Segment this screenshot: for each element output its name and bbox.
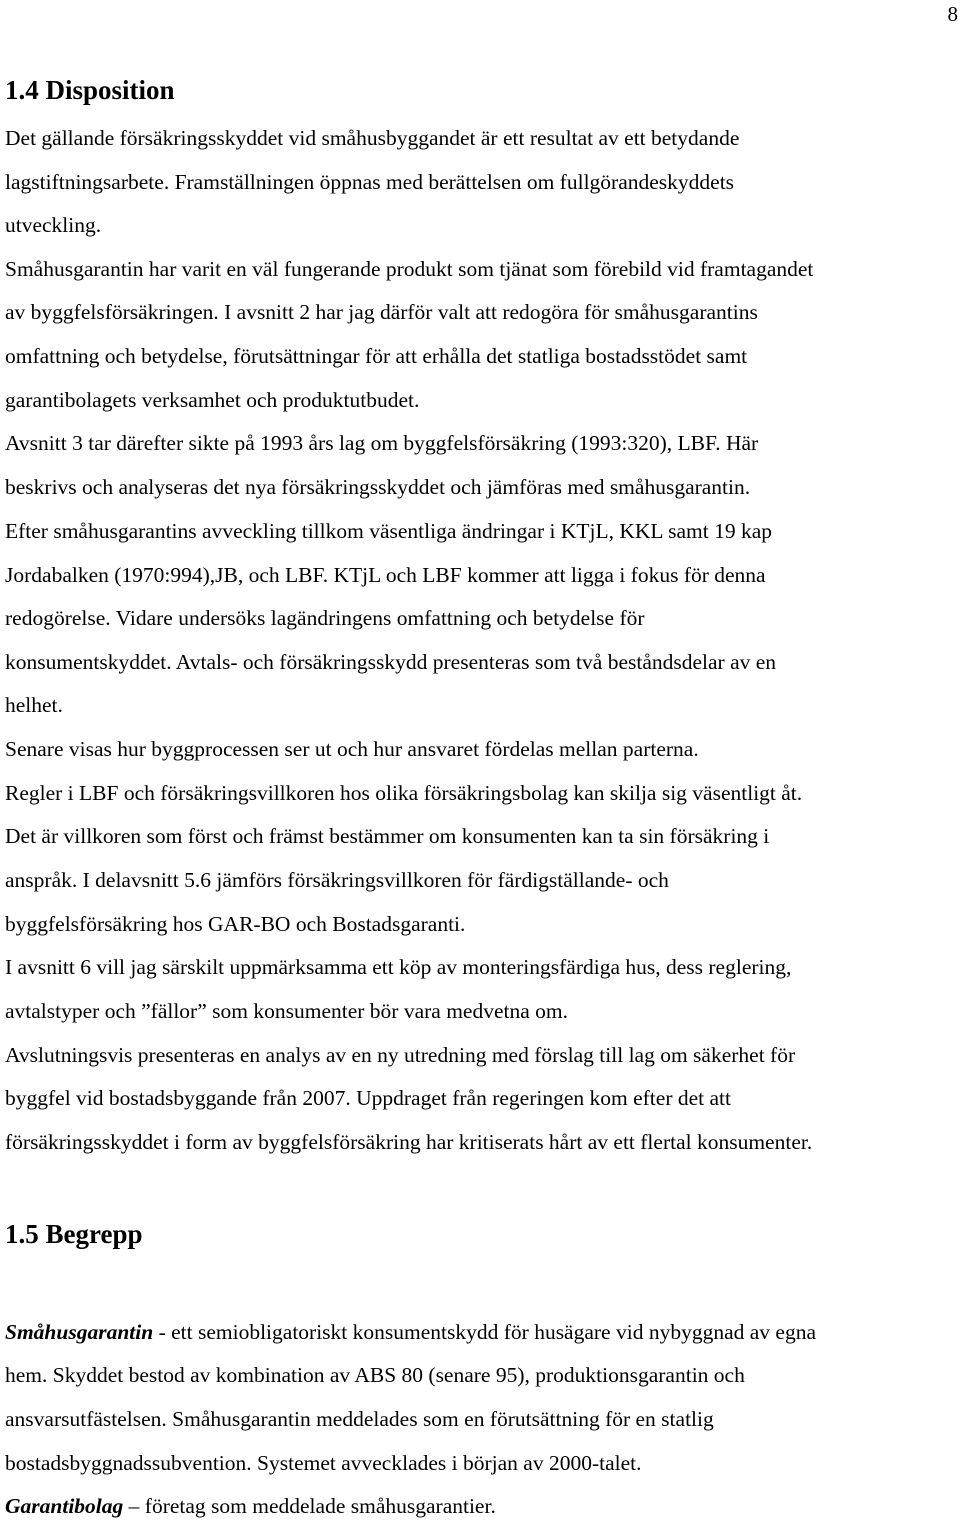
text-line: Avslutningsvis presenteras en analys av en ny utredning med förslag till lag om säkerhet för <box>5 1043 796 1067</box>
text-line: utveckling. <box>5 213 102 237</box>
text-line: konsumentskyddet. Avtals- och försäkringsskydd presenteras som två beståndsdelar av en <box>5 650 777 674</box>
section-heading-disposition: 1.4 Disposition <box>5 75 175 105</box>
text-line: Jordabalken (1970:994),JB, och LBF. KTjL och LBF kommer att ligga i fokus för denna <box>5 563 766 587</box>
text-line: Senare visas hur byggprocessen ser ut och hur ansvaret fördelas mellan parterna. <box>5 737 699 761</box>
text-line: ansvarsutfästelsen. Småhusgarantin meddelades som en förutsättning för en statlig <box>5 1407 714 1431</box>
page-number: 8 <box>947 2 958 26</box>
text-line: Efter småhusgarantins avveckling tillkom väsentliga ändringar i KTjL, KKL samt 19 kap <box>5 519 773 543</box>
text-line: Regler i LBF och försäkringsvillkoren hos olika försäkringsbolag kan skilja sig väsentligt åt. <box>5 781 803 805</box>
text-line: hem. Skyddet bestod av kombination av ABS 80 (senare 95), produktionsgarantin och <box>5 1363 745 1387</box>
text-line: Det är villkoren som först och främst bestämmer om konsumenten kan ta sin försäkring i <box>5 824 770 848</box>
text-line: försäkringsskyddet i form av byggfelsförsäkring har kritiserats hårt av ett flertal konsumenter. <box>5 1130 813 1154</box>
text-line: av byggfelsförsäkringen. I avsnitt 2 har jag därför valt att redogöra för småhusgarantins <box>5 300 758 324</box>
text-line: omfattning och betydelse, förutsättningar för att erhålla det statliga bostadsstödet samt <box>5 344 748 368</box>
definition-garantibolag <box>5 1492 496 1520</box>
text-line: byggfel vid bostadsbyggande från 2007. Uppdraget från regeringen kom efter det att <box>5 1086 731 1110</box>
text-line: helhet. <box>5 693 63 717</box>
text-line: Småhusgarantin har varit en väl fungerande produkt som tjänat som förebild vid framtagandet <box>5 257 814 281</box>
text-line: redogörelse. Vidare undersöks lagändringens omfattning och betydelse för <box>5 606 645 630</box>
text-line: lagstiftningsarbete. Framställningen öppnas med berättelsen om fullgörandeskyddets <box>5 170 735 194</box>
text-line: I avsnitt 6 vill jag särskilt uppmärksamma ett köp av monteringsfärdiga hus, dess reglering, <box>5 955 792 979</box>
text-line: byggfelsförsäkring hos GAR-BO och Bostadsgaranti. <box>5 912 466 936</box>
definition-text: - ett semiobligatoriskt konsumentskydd för husägare vid nybyggnad av egna <box>153 1320 816 1344</box>
text-line: Det gällande försäkringsskyddet vid småhusbyggandet är ett resultat av ett betydande <box>5 126 740 150</box>
definition-text: – företag som meddelade småhusgarantier. <box>123 1494 496 1518</box>
text-line: bostadsbyggnadssubvention. Systemet avvecklades i början av 2000-talet. <box>5 1451 642 1475</box>
definition-smahusgarantin <box>5 1318 816 1346</box>
term-smahusgarantin: Småhusgarantin <box>5 1320 154 1344</box>
text-line: Avsnitt 3 tar därefter sikte på 1993 års lag om byggfelsförsäkring (1993:320), LBF. Här <box>5 431 759 455</box>
text-line: anspråk. I delavsnitt 5.6 jämförs försäkringsvillkoren för färdigställande- och <box>5 868 669 892</box>
text-line: beskrivs och analyseras det nya försäkringsskyddet och jämföras med småhusgarantin. <box>5 475 751 499</box>
text-line: garantibolagets verksamhet och produktutbudet. <box>5 388 420 412</box>
section-heading-begrepp: 1.5 Begrepp <box>5 1219 143 1249</box>
text-line: avtalstyper och ”fällor” som konsumenter bör vara medvetna om. <box>5 999 568 1023</box>
term-garantibolag: Garantibolag <box>5 1494 124 1518</box>
